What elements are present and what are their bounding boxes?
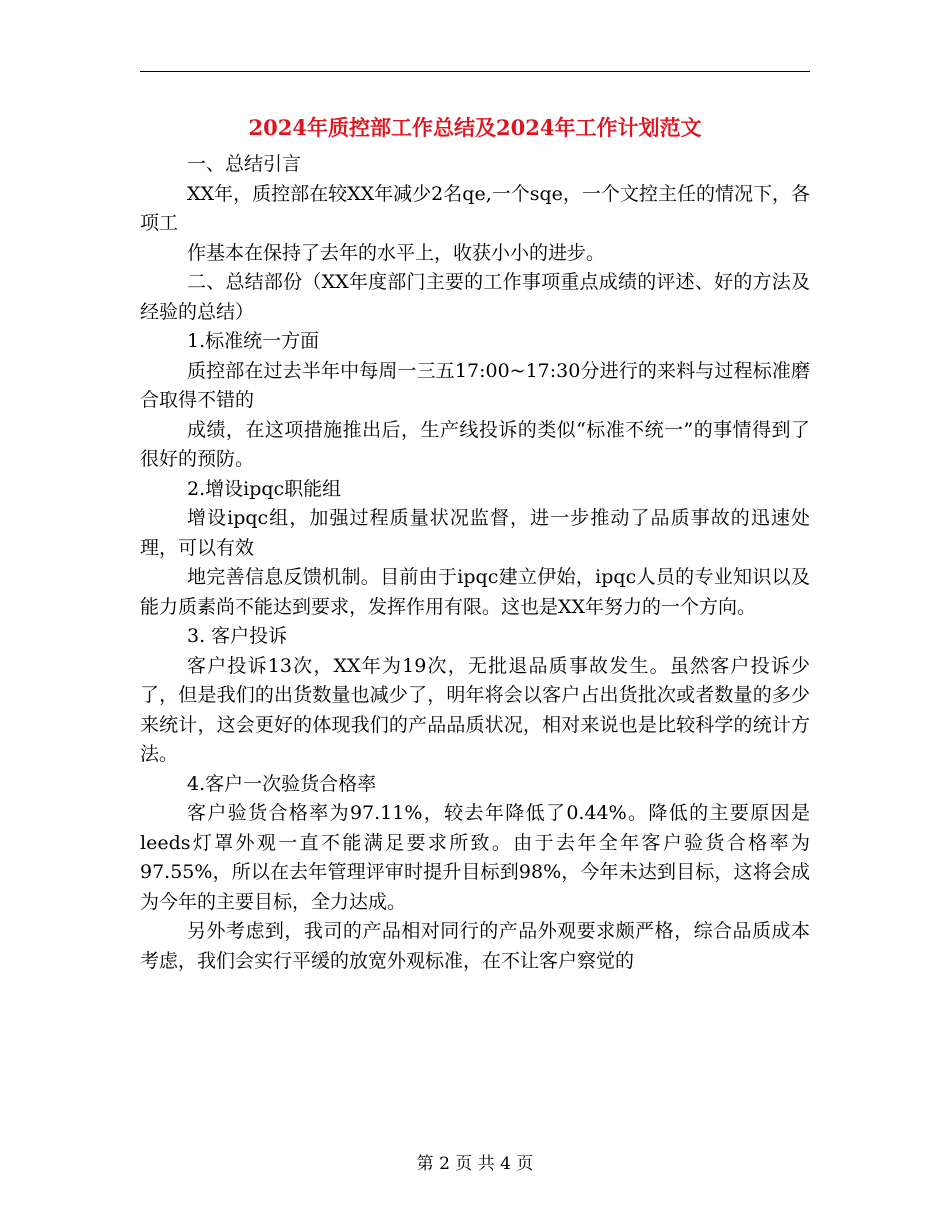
paragraph: 作基本在保持了去年的水平上，收获小小的进步。 [187,241,606,264]
section-heading: 二、总结部份（XX年度部门主要的工作事项重点成绩的评述、好的方法及经验的总结） [140,271,810,323]
subsection-heading: 4.客户一次验货合格率 [187,772,377,795]
paragraph: 增设ipqc组，加强过程质量状况监督，进一步推动了品质事故的迅速处理，可以有效 [140,507,810,559]
paragraph: 成绩，在这项措施推出后，生产线投诉的类似“标准不统一”的事情得到了很好的预防。 [140,418,810,470]
document-title: 2024年质控部工作总结及2024年工作计划范文 [248,115,702,140]
paragraph: 另外考虑到，我司的产品相对同行的产品外观要求颇严格，综合品质成本考虑，我们会实行平缓的放宽外观标准，在不让客户察觉的 [140,920,810,972]
header-rule [140,71,810,72]
paragraph: 客户验货合格率为97.11%，较去年降低了0.44%。降低的主要原因是leeds灯罩外观一直不能满足要求所致。由于去年全年客户验货合格率为97.55%，所以在去年管理评审时提升目标到98%，今年未达到目标，这将会成为今年的主要目标，全力达成。 [140,802,810,913]
section-heading: 一、总结引言 [187,153,302,175]
paragraph: 客户投诉13次，XX年为19次，无批退品质事故发生。虽然客户投诉少了，但是我们的出货数量也减少了，明年将会以客户占出货批次或者数量的多少来统计，这会更好的体现我们的产品品质状况，相对来说也是比较科学的统计方法。 [140,654,810,765]
subsection-heading: 2.增设ipqc职能组 [187,477,342,500]
document-body [140,150,810,976]
paragraph: 质控部在过去半年中每周一三五17:00~17:30分进行的来料与过程标准磨合取得不错的 [140,359,810,411]
page-number-footer: 第 2 页 共 4 页 [416,1154,534,1174]
subsection-heading: 1.标准统一方面 [187,330,320,352]
subsection-heading: 3. 客户投诉 [187,625,288,647]
paragraph: 地完善信息反馈机制。目前由于ipqc建立伊始，ipqc人员的专业知识以及能力质素尚不能达到要求，发挥作用有限。这也是XX年努力的一个方向。 [140,566,810,618]
paragraph: XX年，质控部在较XX年减少2名qe,一个sqe，一个文控主任的情况下，各项工 [140,182,810,234]
